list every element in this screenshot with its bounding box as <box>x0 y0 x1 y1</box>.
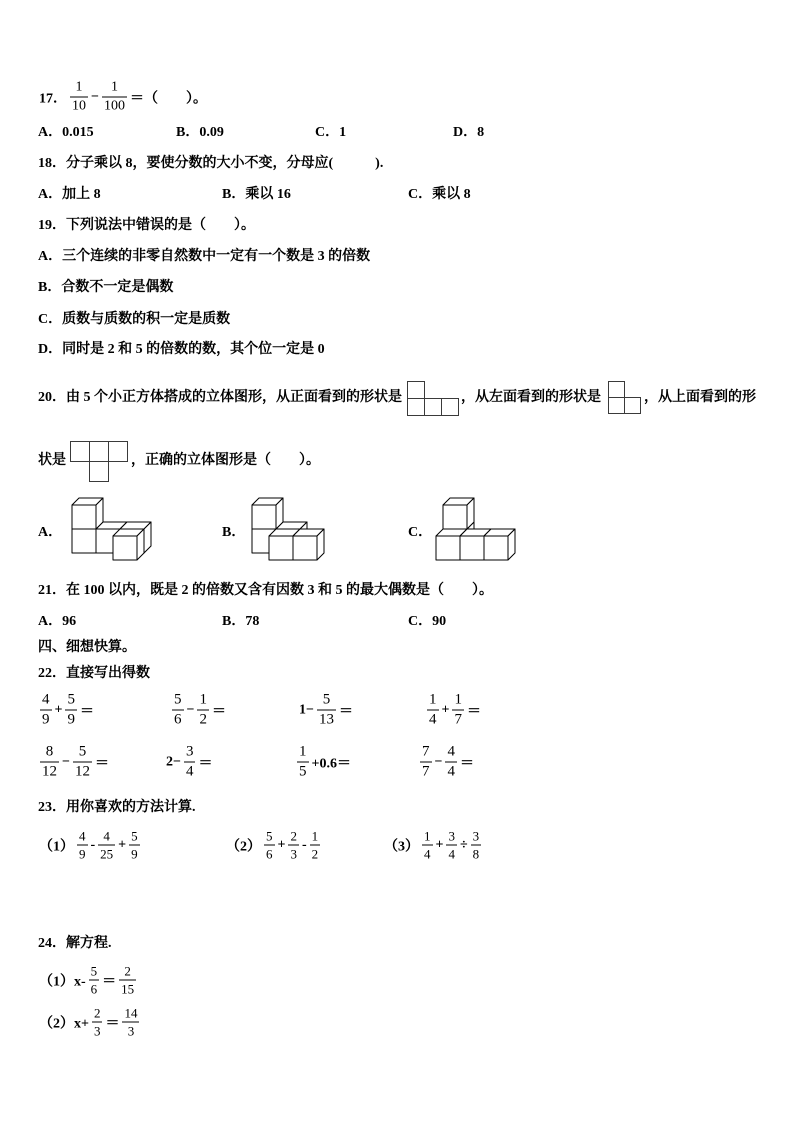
numerator: 3 <box>472 828 480 844</box>
fraction <box>420 744 432 781</box>
denominator: 8 <box>472 846 480 862</box>
q24-item <box>38 964 138 997</box>
q22-item <box>170 692 227 729</box>
view-square <box>442 399 459 416</box>
denominator: 100 <box>103 98 125 114</box>
fraction <box>73 744 92 781</box>
denominator: 2 <box>199 711 207 728</box>
q17-option-c: C．1 <box>315 125 347 140</box>
q18-stem: 18．分子乘以 8，要使分数的大小不变，分母应( ). <box>38 156 384 171</box>
cube <box>293 529 324 560</box>
cube-front-face <box>72 505 96 529</box>
expression-text: ＝（ ）。 <box>129 91 207 106</box>
expression-text: + <box>277 837 286 852</box>
expression-text: + <box>54 702 63 717</box>
q17-option-b: B．0.09 <box>176 125 224 140</box>
q23-item <box>383 829 483 862</box>
view-square <box>109 442 128 462</box>
q17-option-d: D．8 <box>453 125 485 140</box>
view-square <box>609 398 625 414</box>
q22-item <box>295 744 352 781</box>
view-square <box>408 382 425 399</box>
front-view-shape <box>407 381 460 417</box>
fraction <box>288 829 299 862</box>
q20-stem-part1: 20．由 5 个小正方体搭成的立体图形，从正面看到的形状是 <box>38 390 402 405</box>
q21-option-b: B．78 <box>222 614 260 629</box>
q22-item <box>38 744 110 781</box>
fraction <box>122 1006 139 1039</box>
q23-stem: 23．用你喜欢的方法计算. <box>38 800 196 815</box>
expression-text: （2）x+ <box>39 1016 89 1031</box>
expression-text: ＝ <box>94 756 109 771</box>
numerator: 1 <box>297 744 309 763</box>
cube-front-face <box>443 505 467 529</box>
numerator: 3 <box>184 744 196 763</box>
numerator: 1 <box>102 80 127 98</box>
numerator: 14 <box>124 1005 138 1021</box>
expression-text: ÷ <box>459 837 468 852</box>
expression-text: − <box>186 702 195 717</box>
q22-item <box>298 692 354 729</box>
q18-option-c: C．乘以 8 <box>408 187 471 202</box>
fraction <box>98 829 115 862</box>
fraction <box>40 744 59 781</box>
q17-expression <box>38 80 208 115</box>
q21-option-c: C．90 <box>408 614 447 629</box>
denominator: 9 <box>42 711 50 728</box>
q20-option-b-cube-figure <box>240 495 340 565</box>
view-square <box>90 442 109 462</box>
numerator: 8 <box>40 744 59 763</box>
expression-text: + <box>118 837 127 852</box>
view-square <box>609 382 625 398</box>
denominator: 4 <box>448 846 455 862</box>
denominator: 13 <box>318 711 334 728</box>
q24-stem: 24．解方程. <box>38 936 112 951</box>
expression-text: （2） <box>226 839 261 854</box>
numerator: 1 <box>70 80 88 98</box>
q20-option-c-cube-figure <box>431 495 531 565</box>
q20-stem-part3: ，从上面看到的形 <box>644 390 756 405</box>
denominator: 25 <box>100 846 114 862</box>
fraction <box>446 829 457 862</box>
cube <box>484 529 515 560</box>
cube <box>72 498 103 529</box>
fraction <box>70 80 88 115</box>
expression-text: +0.6＝ <box>311 756 351 771</box>
denominator: 6 <box>174 711 182 728</box>
cube-front-face <box>460 536 484 560</box>
denominator: 6 <box>266 846 273 862</box>
cube-front-face <box>484 536 508 560</box>
numerator: 1 <box>427 692 439 711</box>
numerator: 5 <box>65 692 77 711</box>
denominator: 2 <box>311 846 319 862</box>
denominator: 12 <box>42 763 57 780</box>
denominator: 3 <box>290 846 297 862</box>
numerator: 4 <box>40 692 52 711</box>
denominator: 9 <box>131 846 138 862</box>
expression-text: 2− <box>166 754 181 769</box>
q20-option-b-label: B． <box>222 525 246 540</box>
denominator: 7 <box>422 763 430 780</box>
cube-front-face <box>436 536 460 560</box>
expression-text: + <box>441 702 450 717</box>
q20-option-a-cube-figure <box>60 495 160 565</box>
numerator: 2 <box>93 1005 101 1021</box>
denominator: 10 <box>72 98 86 114</box>
fraction <box>264 829 275 862</box>
q17-option-a: A．0.015 <box>38 125 94 140</box>
expression-text: - <box>301 837 307 852</box>
q22-item <box>425 692 482 729</box>
fraction <box>471 829 482 862</box>
q20-stem-part4: 状是 <box>38 453 66 468</box>
expression-text: ＝ <box>102 974 117 989</box>
q19-option-b: B．合数不一定是偶数 <box>38 280 174 295</box>
cube-front-face <box>113 536 137 560</box>
denominator: 4 <box>185 763 194 780</box>
expression-text: − <box>434 754 443 769</box>
q20-option-a-label: A． <box>38 525 63 540</box>
fraction <box>197 692 209 729</box>
expression-text: ＝ <box>79 704 94 719</box>
q22-item <box>418 744 475 781</box>
numerator: 3 <box>448 828 455 844</box>
cube-front-face <box>269 536 293 560</box>
expression-text: - <box>90 837 96 852</box>
fraction <box>310 829 321 862</box>
cube <box>443 498 474 529</box>
q19-option-d: D．同时是 2 和 5 的倍数的数，其个位一定是 0 <box>38 342 325 357</box>
view-square <box>625 398 641 414</box>
section-title: 四、细想快算。 <box>38 640 136 655</box>
cube <box>113 529 144 560</box>
cube-front-face <box>252 505 276 529</box>
q19-option-a: A．三个连续的非零自然数中一定有一个数是 3 的倍数 <box>38 249 371 264</box>
numerator: 4 <box>79 828 86 844</box>
expression-text: 1− <box>299 702 314 717</box>
top-view-shape <box>70 441 129 483</box>
expression-text: ＝ <box>459 756 474 771</box>
q22-item <box>165 744 213 781</box>
q22-stem: 22．直接写出得数 <box>38 666 150 681</box>
denominator: 4 <box>429 711 437 728</box>
q20-stem-part5: ，正确的立体图形是（ ）。 <box>131 453 320 468</box>
expression-text: ＝ <box>198 756 213 771</box>
denominator: 6 <box>90 981 98 997</box>
q20-option-c-label: C． <box>408 525 433 540</box>
q20-stem-part2: ，从左面看到的形状是 <box>461 390 601 405</box>
numerator: 1 <box>197 692 209 711</box>
numerator: 4 <box>98 829 115 846</box>
q19-stem: 19．下列说法中错误的是（ ）。 <box>38 218 255 233</box>
fraction <box>317 692 336 729</box>
expression-text: ＝ <box>105 1016 120 1031</box>
fraction <box>65 692 77 729</box>
q21-option-a: A．96 <box>38 614 77 629</box>
denominator: 9 <box>79 846 86 862</box>
numerator: 5 <box>90 963 98 979</box>
cube <box>252 498 283 529</box>
expression-text: （1） <box>39 839 74 854</box>
q24-item <box>38 1006 141 1039</box>
expression-text: ＝ <box>338 704 353 719</box>
denominator: 5 <box>299 763 307 780</box>
numerator: 5 <box>73 744 92 763</box>
left-view-shape <box>608 381 642 415</box>
expression-text: （3） <box>384 839 419 854</box>
numerator: 4 <box>445 744 457 763</box>
expression-text: 17． <box>39 91 67 106</box>
expression-text: − <box>62 754 70 769</box>
q18-option-a: A．加上 8 <box>38 187 101 202</box>
denominator: 9 <box>67 711 75 728</box>
q18-option-b: B．乘以 16 <box>222 187 291 202</box>
view-square <box>71 442 90 462</box>
fraction <box>422 829 433 862</box>
fraction <box>427 692 439 729</box>
cube-front-face <box>72 529 96 553</box>
denominator: 4 <box>424 846 431 862</box>
expression-text: ＝ <box>211 704 226 719</box>
fraction <box>102 80 127 115</box>
view-square <box>408 399 425 416</box>
numerator: 2 <box>119 964 136 981</box>
view-square <box>425 399 442 416</box>
expression-text: + <box>435 837 444 852</box>
expression-text: （1）x- <box>39 974 86 989</box>
denominator: 3 <box>93 1023 101 1039</box>
fraction <box>172 692 184 729</box>
fraction <box>184 744 196 781</box>
denominator: 3 <box>127 1023 135 1039</box>
fraction <box>89 964 100 997</box>
fraction <box>129 829 140 862</box>
numerator: 7 <box>420 744 432 763</box>
q19-option-c: C．质数与质数的积一定是质数 <box>38 312 231 327</box>
numerator: 5 <box>317 692 336 711</box>
expression-text: − <box>91 89 99 104</box>
denominator: 7 <box>454 711 462 728</box>
view-square <box>90 462 109 482</box>
denominator: 12 <box>74 763 90 780</box>
q21-stem: 21．在 100 以内，既是 2 的倍数又含有因数 3 和 5 的最大偶数是（ ）。 <box>38 583 493 598</box>
fraction <box>92 1006 103 1039</box>
fraction <box>77 829 88 862</box>
numerator: 1 <box>452 692 464 711</box>
numerator: 5 <box>172 692 184 711</box>
fraction <box>40 692 52 729</box>
numerator: 1 <box>311 828 319 844</box>
fraction <box>297 744 309 781</box>
fraction <box>452 692 464 729</box>
denominator: 15 <box>121 981 135 997</box>
q22-item <box>38 692 95 729</box>
numerator: 1 <box>424 828 431 844</box>
cube-front-face <box>293 536 317 560</box>
fraction <box>119 964 136 997</box>
denominator: 4 <box>447 763 455 780</box>
numerator: 2 <box>290 828 297 844</box>
fraction <box>445 744 457 781</box>
q23-item <box>225 829 322 862</box>
expression-text: ＝ <box>466 704 481 719</box>
numerator: 5 <box>266 828 273 844</box>
numerator: 5 <box>131 828 138 844</box>
q23-item <box>38 829 142 862</box>
